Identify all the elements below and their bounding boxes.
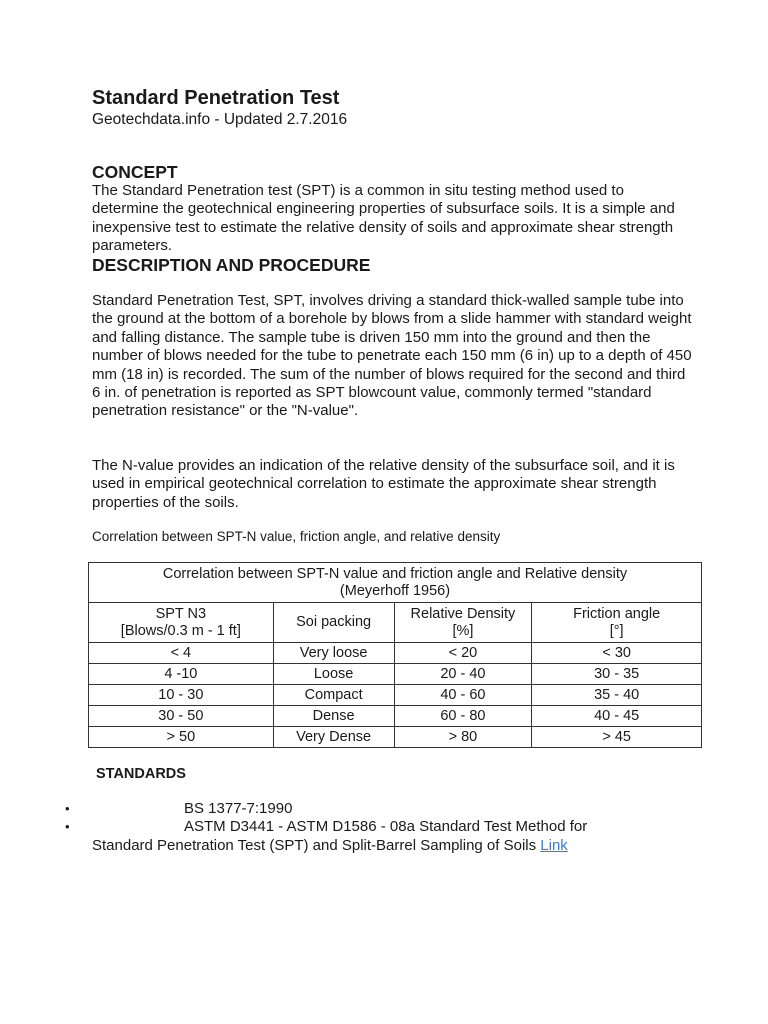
concept-paragraph: The Standard Penetration test (SPT) is a common in situ testing method used to determine the geotechnical engineering properties of subsurface soils. It is a simple and inexpensive test to estimate the relative density of soils and approximate shear strength parameters. [92, 182, 675, 255]
table-row [89, 664, 702, 685]
cell-spt-n: > 50 [89, 727, 274, 748]
cell-spt-n: 10 - 30 [89, 685, 274, 706]
standards-list [0, 800, 768, 855]
table-row [89, 643, 702, 664]
header-spt-n [89, 603, 274, 643]
header-friction-angle-line-2: [°] [609, 622, 624, 639]
cell-soil-packing: Loose [273, 664, 394, 685]
cell-soil-packing: Compact [273, 685, 394, 706]
correlation-table [88, 562, 702, 748]
standard-text-with-link [92, 818, 652, 855]
header-relative-density-line-2: [%] [452, 622, 474, 639]
standard-text: ASTM D3441 - ASTM D1586 - 08a Standard Test Method for Standard Penetration Test (SPT) and Split-Barrel Sampling of Soils [92, 818, 588, 854]
table-row [89, 727, 702, 748]
header-relative-density [394, 603, 532, 643]
standard-text: BS 1377-7:1990 [184, 800, 293, 817]
cell-friction-angle: > 45 [532, 727, 702, 748]
table-row [89, 685, 702, 706]
cell-relative-density: < 20 [394, 643, 532, 664]
concept-heading: CONCEPT [92, 162, 178, 182]
cell-relative-density: 40 - 60 [394, 685, 532, 706]
table-caption-cell [89, 563, 702, 603]
header-spt-n-line-2: [Blows/0.3 m - 1 ft] [120, 622, 241, 639]
cell-friction-angle: < 30 [532, 643, 702, 664]
header-soil-packing-line-1: Soi packing [296, 614, 372, 630]
header-friction-angle-line-1: Friction angle [573, 605, 661, 622]
header-soil-packing [273, 603, 394, 643]
page-subtitle: Geotechdata.info - Updated 2.7.2016 [92, 111, 348, 128]
description-paragraph-1: Standard Penetration Test, SPT, involves driving a standard thick-walled sample tube into the ground at the bottom of a borehole by blows from a slide hammer with standard weight and falling distance. The sample tube is driven 150 mm into the ground and then the number of blows needed for the tube to penetrate each 150 mm (6 in) up to a depth of 450 mm (18 in) is recorded. The sum of the number of blows required for the second and third 6 in. of penetration is reported as SPT blowcount value, commonly termed "standard penetration resistance" or the "N-value". [92, 292, 692, 420]
list-item [0, 818, 768, 855]
cell-spt-n: 4 -10 [89, 664, 274, 685]
cell-soil-packing: Dense [273, 706, 394, 727]
table-caption-row [89, 563, 702, 603]
header-spt-n-line-1: SPT N3 [155, 605, 207, 622]
table-caption-text: Correlation between SPT-N value, friction angle, and relative density [92, 529, 501, 544]
description-heading: DESCRIPTION AND PROCEDURE [92, 255, 371, 275]
cell-spt-n: 30 - 50 [89, 706, 274, 727]
header-friction-angle [532, 603, 702, 643]
cell-soil-packing: Very loose [273, 643, 394, 664]
standard-link[interactable]: Link [540, 836, 568, 854]
table-header-row [89, 603, 702, 643]
cell-spt-n: < 4 [89, 643, 274, 664]
bullet-icon: • [65, 801, 70, 816]
list-item [0, 800, 768, 818]
table-caption-line-1: Correlation between SPT-N value and friction angle and Relative density [162, 565, 628, 582]
cell-relative-density: > 80 [394, 727, 532, 748]
cell-relative-density: 60 - 80 [394, 706, 532, 727]
cell-relative-density: 20 - 40 [394, 664, 532, 685]
table-caption-line-2: (Meyerhoff 1956) [339, 582, 451, 599]
header-relative-density-line-1: Relative Density [410, 605, 516, 622]
cell-soil-packing: Very Dense [273, 727, 394, 748]
bullet-icon: • [65, 819, 70, 835]
table-row [89, 706, 702, 727]
cell-friction-angle: 35 - 40 [532, 685, 702, 706]
cell-friction-angle: 40 - 45 [532, 706, 702, 727]
standards-heading: STANDARDS [96, 766, 186, 782]
description-paragraph-2: The N-value provides an indication of the relative density of the subsurface soil, and it is used in empirical geotechnical correlation to estimate the approximate shear strength properties of the soils. [92, 457, 675, 511]
cell-friction-angle: 30 - 35 [532, 664, 702, 685]
page-title: Standard Penetration Test [92, 87, 340, 109]
